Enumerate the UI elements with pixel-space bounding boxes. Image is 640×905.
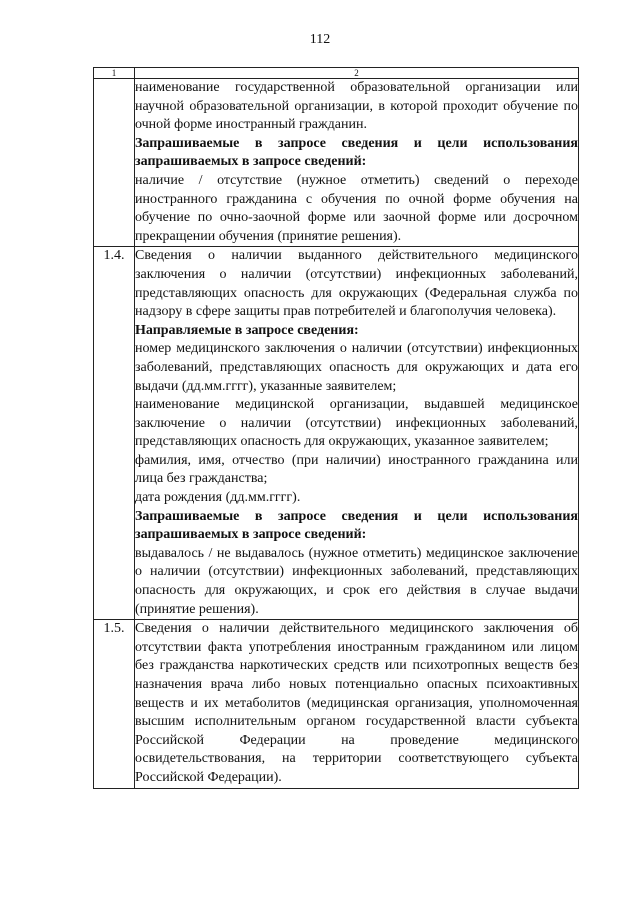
column-header-1: 1 bbox=[94, 68, 135, 79]
paragraph: дата рождения (дд.мм.гггг). bbox=[135, 490, 301, 506]
section-heading: Запрашиваемые в запросе сведения и цели использования запрашиваемых в запросе сведений: bbox=[135, 135, 578, 170]
paragraph: наименование медицинской организации, выдавшей медицинское заключение о наличии (отсутствии) инфекционных заболеваний, представляющих опасность для окружающих, указанное заявителем; bbox=[135, 397, 578, 450]
page-number: 112 bbox=[309, 32, 331, 47]
row-number: 1.5. bbox=[94, 620, 135, 788]
paragraph: выдавалось / не выдавалось (нужное отметить) медицинское заключение о наличии (отсутствии) инфекционных заболеваний, представляющих опасность для окружающих, и срок его действия в случае выдачи (принятие решения). bbox=[135, 545, 578, 617]
paragraph: наименование государственной образовательной организации или научной образовательной организации, в которой проходит обучение по очной форме иностранный гражданин. bbox=[135, 80, 578, 133]
row-content bbox=[135, 620, 579, 788]
document-table bbox=[93, 67, 579, 789]
paragraph: наличие / отсутствие (нужное отметить) сведений о переходе иностранного гражданина с обучения по очной форме обучения на обучение по очно-заочной форме или заочной форме или досрочном прекращении обучения (принятие решения). bbox=[135, 172, 578, 244]
row-content bbox=[135, 247, 579, 620]
paragraph: Сведения о наличии выданного действительного медицинского заключения о наличии (отсутствии) инфекционных заболеваний, представляющих опасность для окружающих (Федеральная служба по надзору в сфере защиты прав потребителей и благополучия человека). bbox=[135, 248, 578, 320]
row-number: 1.4. bbox=[94, 247, 135, 620]
table-row bbox=[94, 620, 579, 788]
table-row bbox=[94, 247, 579, 620]
paragraph: Сведения о наличии действительного медицинского заключения об отсутствии факта употребления иностранным гражданином или лицом без гражданства наркотических средств или психотропных веществ без назначения врача либо новых потенциально опасных психоактивных веществ и их метаболитов (медицинская организация, уполномоченная высшим исполнительным органом государственной власти субъекта Российской Федерации на проведение медицинского освидетельствования, на территории соответствующего субъекта Российской Федерации). bbox=[135, 621, 578, 785]
column-header-2: 2 bbox=[135, 68, 579, 79]
section-heading: Направляемые в запросе сведения: bbox=[135, 322, 359, 338]
section-heading: Запрашиваемые в запросе сведения и цели использования запрашиваемых в запросе сведений: bbox=[135, 508, 578, 543]
row-number bbox=[94, 79, 135, 247]
table-header-row bbox=[94, 68, 579, 79]
paragraph: фамилия, имя, отчество (при наличии) иностранного гражданина или лица без гражданства; bbox=[135, 452, 578, 487]
table-row bbox=[94, 79, 579, 247]
paragraph: номер медицинского заключения о наличии (отсутствии) инфекционных заболеваний, представляющих опасность для окружающих и дата его выдачи (дд.мм.гггг), указанные заявителем; bbox=[135, 341, 578, 394]
row-content bbox=[135, 79, 579, 247]
